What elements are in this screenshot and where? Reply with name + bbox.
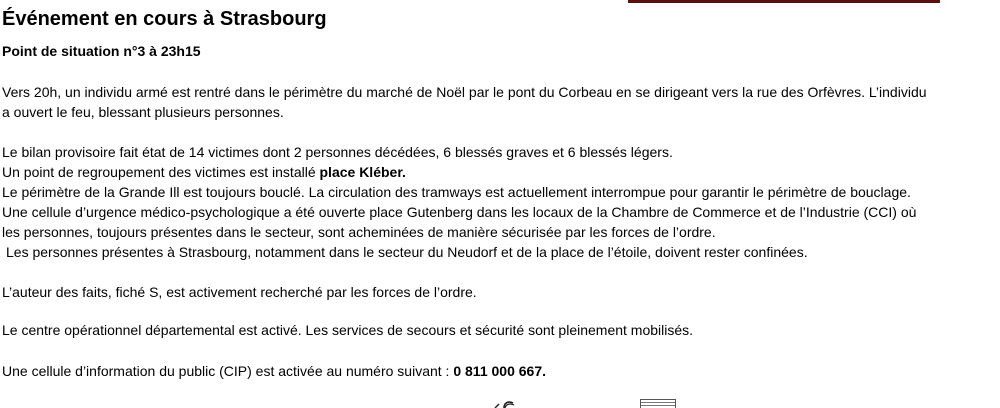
info-line-text: Une cellule d’information du public (CIP) est activée au numéro suivant : — [2, 363, 454, 379]
paragraph-operations: Le centre opérationnel départemental est activé. Les services de secours et sécurité sont pleinement mobilisés. — [2, 322, 694, 338]
document-icon — [640, 399, 676, 408]
regroup-location: place Kléber. — [319, 164, 406, 180]
page-title: Événement en cours à Strasbourg — [2, 8, 327, 30]
paragraph-incident — [2, 82, 992, 122]
paragraph-line: Le bilan provisoire fait état de 14 victimes dont 2 personnes décédées, 6 blessés graves et 6 blessés légers. — [2, 144, 673, 160]
regroup-text: Un point de regroupement des victimes est installé — [2, 164, 320, 180]
paragraph-suspect: L’auteur des faits, fiché S, est activement recherché par les forces de l’ordre. — [2, 284, 477, 300]
paragraph-line: Les personnes présentes à Strasbourg, notamment dans le secteur du Neudorf et de la place de l’étoile, doivent rester confinées. — [6, 244, 808, 260]
paragraph-line — [2, 162, 992, 182]
paragraph-line: les personnes, toujours présentes dans le secteur, sont acheminées de manière sécurisée par les forces de l’ordre. — [2, 224, 716, 240]
paragraph-line: Une cellule d’urgence médico-psychologique a été ouverte place Gutenberg dans les locaux de la Chambre de Commerce et de l’Industrie (CCI) où — [2, 204, 917, 220]
top-rule — [628, 0, 940, 3]
situation-subtitle: Point de situation n°3 à 23h15 — [2, 43, 201, 59]
paragraph-status — [2, 142, 992, 262]
partial-logo-icon — [493, 398, 517, 408]
paragraph-line: a ouvert le feu, blessant plusieurs personnes. — [2, 104, 284, 120]
info-phone-number: 0 811 000 667. — [453, 363, 546, 379]
paragraph-line: Le périmètre de la Grande Ill est toujours bouclé. La circulation des tramways est actuellement interrompue pour garantir le périmètre de bouclage. — [2, 184, 911, 200]
paragraph-info-line — [2, 361, 992, 381]
paragraph-line: Vers 20h, un individu armé est rentré dans le périmètre du marché de Noël par le pont du Corbeau en se dirigeant vers la rue des Orfèvres. L’individu — [2, 84, 927, 100]
